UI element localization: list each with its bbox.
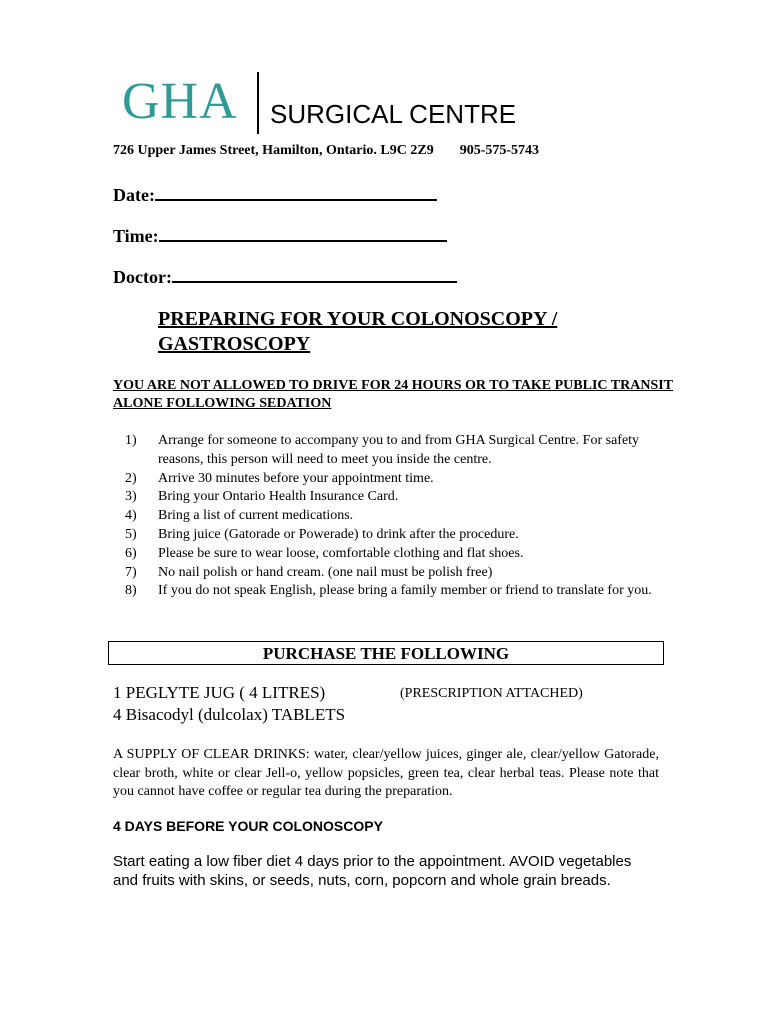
list-item (113, 488, 653, 507)
doctor-blank-line (172, 265, 457, 283)
item-number: 7) (125, 564, 137, 580)
address-line (113, 143, 539, 159)
item-text: Arrive 30 minutes before your appointment time. (158, 470, 434, 486)
phone-number: 905-575-5743 (459, 143, 540, 158)
list-item (113, 545, 653, 564)
four-days-heading: 4 DAYS BEFORE YOUR COLONOSCOPY (113, 818, 383, 834)
logo-divider (257, 72, 259, 134)
item-text: Bring juice (Gatorade or Powerade) to drink after the procedure. (158, 526, 519, 542)
item-number: 8) (125, 583, 137, 599)
item-text: No nail polish or hand cream. (one nail must be polish free) (158, 564, 493, 580)
item-number: 3) (125, 489, 137, 505)
clear-drinks-paragraph: A SUPPLY OF CLEAR DRINKS: water, clear/yellow juices, ginger ale, clear/yellow Gatorade, clear broth, white or clear Jell-o, yellow popsicles, green tea, clear herbal teas. Please note that you cannot have coffee or regular tea during the preparation. (113, 747, 659, 800)
purchase-heading: PURCHASE THE FOLLOWING (108, 641, 664, 665)
list-item (113, 526, 653, 545)
logo-text: SURGICAL CENTRE (270, 99, 517, 129)
item-number: 2) (125, 470, 137, 486)
item-text: Bring a list of current medications. (158, 508, 354, 524)
driving-warning: YOU ARE NOT ALLOWED TO DRIVE FOR 24 HOURS OR TO TAKE PUBLIC TRANSIT ALONE FOLLOWING SEDATION (113, 378, 673, 411)
low-fiber-paragraph: Start eating a low fiber diet 4 days prior to the appointment. AVOID vegetables and fruits with skins, or seeds, nuts, corn, popcorn and whole grain breads. (113, 853, 632, 889)
peglyte-item: 1 PEGLYTE JUG ( 4 LITRES) (113, 683, 326, 702)
date-blank-line (155, 183, 437, 201)
item-number: 1) (125, 433, 137, 448)
time-label: Time: (113, 226, 159, 246)
item-number: 6) (125, 545, 137, 561)
page-title: PREPARING FOR YOUR COLONOSCOPY / GASTROSCOPY (158, 308, 558, 355)
item-text: Please be sure to wear loose, comfortable clothing and flat shoes. (158, 545, 524, 561)
item-number: 4) (125, 508, 137, 524)
time-blank-line (159, 224, 447, 242)
doctor-label: Doctor: (113, 267, 172, 287)
doctor-field (113, 265, 457, 288)
list-item (113, 507, 653, 526)
item-text: Bring your Ontario Health Insurance Card. (158, 489, 399, 505)
date-label: Date: (113, 185, 155, 205)
prescription-note: (PRESCRIPTION ATTACHED) (400, 686, 583, 701)
list-item (113, 432, 653, 470)
item-number: 5) (125, 526, 137, 542)
date-field (113, 183, 437, 206)
item-text: If you do not speak English, please bring a family member or friend to translate for you. (158, 583, 652, 599)
bisacodyl-item: 4 Bisacodyl (dulcolax) TABLETS (113, 705, 346, 724)
list-item (113, 564, 653, 583)
instruction-list (113, 432, 653, 601)
item-text: Arrange for someone to accompany you to and from GHA Surgical Centre. For safety reasons, this person will need to meet you inside the centre. (158, 433, 640, 467)
list-item (113, 582, 653, 601)
logo-mark: GHA (122, 73, 238, 130)
list-item (113, 470, 653, 489)
time-field (113, 224, 447, 247)
address: 726 Upper James Street, Hamilton, Ontario. L9C 2Z9 (113, 143, 434, 158)
